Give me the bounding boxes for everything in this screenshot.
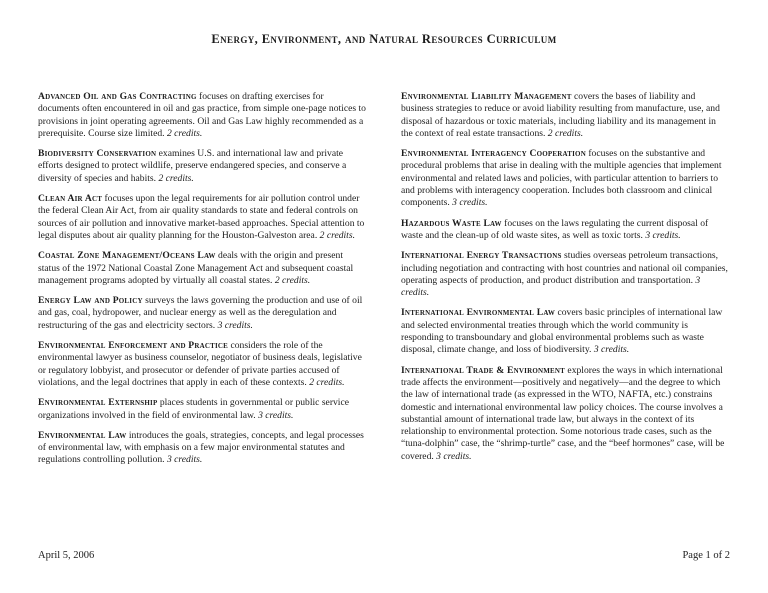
course-description: covers the bases of liability and business strategies to reduce or avoid liability resulting from manufacture, use, and disposal of hazardous or toxic materials, including liability and its management in the context of real estate transactions. [401, 91, 720, 139]
course-description: focuses on the substantive and procedural problems that arise in dealing with the multiple agencies that implement environmental and related laws and policies, with particular attention to barriers to and problems with interagency cooperation. Includes both classroom and clinical components. [401, 148, 722, 209]
course-entry [401, 365, 730, 463]
course-name: Environmental Liability Management [401, 91, 572, 102]
course-name: Clean Air Act [38, 193, 103, 205]
course-description: examines U.S. and international law and private efforts designed to protect wildlife, preserve endangered species, and conserve a diversity of species and habits. [38, 148, 347, 184]
course-name: Coastal Zone Management/Oceans Law [38, 250, 216, 262]
page-footer [38, 550, 730, 561]
course-description: covers basic principles of international law and selected environmental treaties through which the world community is responding to transboundary and global environmental problems such as waste disposal, climate change, and loss of biodiversity. [401, 307, 723, 356]
course-name: Hazardous Waste Law [401, 217, 502, 229]
course-name: Biodiversity Conservation [38, 148, 157, 160]
course-description: introduces the goals, strategies, concepts, and legal processes of environmental law, with emphasis on a few major environmental statutes and regulations controlling pollution. [38, 429, 364, 466]
course-name: Environmental Interagency Cooperation [401, 148, 586, 160]
course-credits: 3 credits. [593, 344, 630, 356]
course-credits: 3 credits. [436, 450, 472, 462]
page-title: Energy, Environment, and Natural Resources Curriculum [211, 32, 557, 46]
course-description: surveys the laws governing the production and use of oil and gas, coal, hydropower, and nuclear energy as well as the deregulation and restructuring of the gas and electricity sectors. [38, 295, 363, 331]
course-description: focuses on drafting exercises for documents often encountered in oil and gas practice, from simple one-page notices to provisions in joint operating agreements. Oil and Gas Law highly recommended as a prerequisite. Course size limited. [38, 91, 366, 139]
course-entry [38, 340, 367, 389]
course-name: International Trade & Environment [401, 364, 566, 376]
course-credits: 3 credits. [401, 274, 701, 299]
course-name: Advanced Oil and Gas Contracting [38, 91, 197, 102]
course-credits: 2 credits. [547, 127, 584, 139]
course-description: places students in governmental or public service organizations involved in the field of environmental law. [38, 397, 349, 421]
course-credits: 3 credits. [258, 409, 294, 421]
course-entry [38, 193, 367, 242]
course-name: International Energy Transactions [401, 250, 562, 262]
course-description: focuses on the laws regulating the current disposal of waste and the clean-up of old waste sites, as well as toxic torts. [401, 217, 709, 241]
course-credits: 2 credits. [319, 229, 355, 241]
course-entry [38, 295, 367, 332]
course-credits: 2 credits. [158, 172, 194, 184]
course-description: explores the ways in which international trade affects the environment—positively and negatively—and the degree to which the law of international trade (as expressed in the WTO, NAFTA, etc.) constrains domestic and international environmental law policy choices. The course involves a substantial amount of international trade law, but always in the context of its relationship to environmental protection. Some notorious trade cases, such as the “tuna-dolphin” case, the “shrimp-turtle” case, and the “beef hormones” case, will be covered. [401, 364, 725, 462]
course-name: Environmental Law [38, 429, 127, 441]
course-entry [401, 307, 730, 356]
course-description: deals with the origin and present status of the 1972 National Coastal Zone Management Act and subsequent coastal management programs adopted by virtually all coastal states. [38, 250, 354, 286]
course-name: Environmental Externship [38, 397, 158, 409]
footer-page-number: Page 1 of 2 [682, 550, 730, 561]
course-entry [401, 250, 730, 299]
course-name: Energy Law and Policy [38, 295, 143, 307]
course-credits: 2 credits. [309, 376, 345, 388]
course-entry [38, 91, 367, 140]
course-credits: 2 credits. [166, 127, 203, 139]
course-credits: 2 credits. [274, 274, 311, 286]
course-name: International Environmental Law [401, 307, 556, 319]
column-right [401, 91, 730, 475]
course-description: considers the role of the environmental lawyer as business counselor, negotiator of business deals, legislative or regulatory lobbyist, and prosecutor or defender of private parties accused of violations, and the legal doctrines that apply in each of these contexts. [38, 340, 362, 388]
course-credits: 3 credits. [452, 197, 488, 209]
course-credits: 3 credits. [166, 454, 203, 466]
course-credits: 3 credits. [217, 319, 253, 331]
course-columns [38, 91, 730, 475]
course-name: Environmental Enforcement and Practice [38, 340, 229, 352]
course-description: focuses upon the legal requirements for air pollution control under the federal Clean Air Act, from air quality standards to state and federal controls on sources of air pollution and innovative market-based approaches. Special attention to legal disputes about air quality planning for the Houston-Galveston area. [38, 193, 365, 241]
course-entry [401, 91, 730, 140]
course-entry [38, 148, 367, 185]
course-entry [401, 148, 730, 209]
course-description: studies overseas petroleum transactions, including negotiation and contracting with host countries and national oil companies, operating aspects of production, and product distribution and transportation. [401, 250, 728, 286]
course-entry [38, 397, 367, 422]
course-entry [38, 250, 367, 287]
course-credits: 3 credits. [645, 229, 681, 241]
column-left [38, 91, 367, 475]
course-entry [38, 430, 367, 467]
footer-date: April 5, 2006 [38, 550, 95, 561]
course-entry [401, 218, 730, 243]
